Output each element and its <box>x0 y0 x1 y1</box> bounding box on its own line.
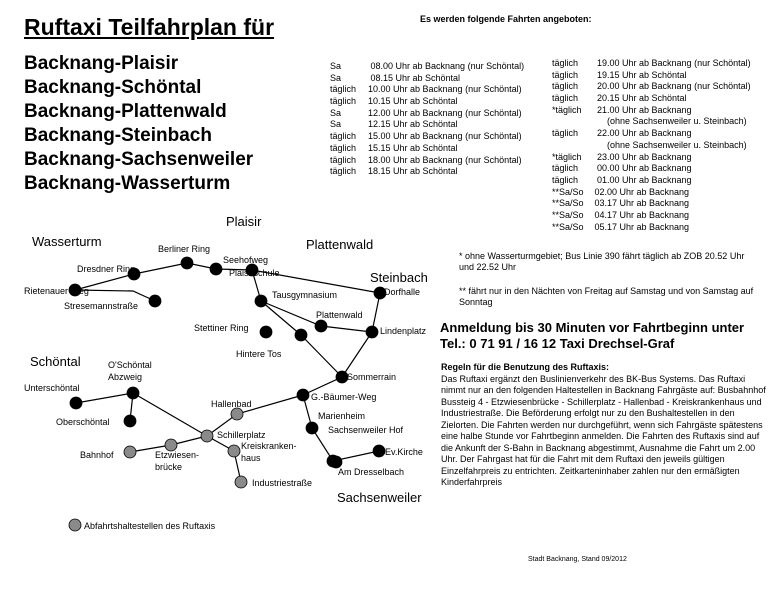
schedule-day: Sa <box>330 107 342 118</box>
region-plattenwald: Plattenwald <box>306 237 374 252</box>
stop-label: Berliner Ring <box>158 244 211 254</box>
schedule-day: täglich <box>552 58 579 68</box>
schedule-day: täglich <box>552 128 579 139</box>
schedule-time: 10.15 Uhr ab Schöntal <box>368 96 458 107</box>
stop-marker <box>228 445 240 457</box>
stop-label: Tausgymnasium <box>272 290 338 300</box>
stop-label: Stresemannstraße <box>64 301 139 311</box>
stop-marker <box>235 476 247 488</box>
stop-label: Industriestraße <box>252 478 313 488</box>
schedule-day: Sa <box>330 72 342 83</box>
stop-marker <box>124 415 136 427</box>
schedule-time: 03.17 Uhr ab Backnang <box>592 198 690 209</box>
schedule-time: 08.15 Uhr ab Schöntal <box>368 72 461 83</box>
schedule-day: täglich <box>330 154 357 165</box>
schedule-day: **Sa/So <box>552 186 584 197</box>
schedule-time: 10.00 Uhr ab Backnang (nur Schöntal) <box>368 84 522 95</box>
stop-label: Unterschöntal <box>24 383 80 393</box>
stop-label: Etzwiesen- <box>155 450 200 460</box>
stop-label: Sommerrain <box>347 372 397 382</box>
offer-heading: Es werden folgende Fahrten angeboten: <box>420 14 592 24</box>
stop-label: Abzweig <box>108 372 143 382</box>
route-item: Backnang-Schöntal <box>24 77 202 98</box>
schedule-day: täglich <box>552 93 579 104</box>
route-item: Backnang-Plaisir <box>24 53 179 74</box>
stop-label: Ev.Kirche <box>385 447 423 457</box>
stop-marker <box>315 320 327 332</box>
region-sachsenweiler: Sachsenweiler <box>337 490 422 505</box>
route-line <box>301 335 342 377</box>
stop-label: Schillerplatz <box>217 430 266 440</box>
schedule-day: täglich <box>552 163 579 174</box>
schedule-day: täglich <box>552 81 579 92</box>
stop-label: Stettiner Ring <box>194 323 249 333</box>
schedule-time: 18.15 Uhr ab Schöntal <box>368 166 458 177</box>
schedule-day: täglich <box>552 69 579 80</box>
schedule-time: 05.17 Uhr ab Backnang <box>592 221 690 232</box>
stop-label: Dorfhalle <box>384 287 421 297</box>
route-line <box>76 393 207 436</box>
schedule-time: 02.00 Uhr ab Backnang <box>592 186 690 197</box>
stop-marker <box>124 446 136 458</box>
stop-marker <box>366 326 378 338</box>
schedule-time: 15.00 Uhr ab Backnang (nur Schöntal) <box>368 131 522 142</box>
schedule-time: 20.15 Uhr ab Schöntal <box>592 93 687 104</box>
schedule-time: 21.00 Uhr ab Backnang <box>592 104 692 115</box>
schedule-day: täglich <box>330 84 357 95</box>
route-item: Backnang-Wasserturm <box>24 173 231 194</box>
stop-marker <box>70 397 82 409</box>
stop-marker <box>127 387 139 399</box>
schedule-time: 08.00 Uhr ab Backnang (nur Schöntal) <box>368 61 525 71</box>
stop-marker <box>297 389 309 401</box>
stop-label: haus <box>241 453 261 463</box>
schedule-day: täglich <box>330 142 357 153</box>
stop-label: Marienheim <box>318 411 366 421</box>
stop-label: Hintere Tos <box>236 349 282 359</box>
stop-label: Dresdner Ring <box>77 264 136 274</box>
stop-marker <box>295 329 307 341</box>
schedule-time: 15.15 Uhr ab Schöntal <box>368 142 458 153</box>
schedule-day: täglich <box>330 131 357 142</box>
phone-line: Tel.: 0 71 91 / 16 12 Taxi Drechsel-Graf <box>440 336 675 351</box>
schedule-time: 19.15 Uhr ab Schöntal <box>592 69 687 80</box>
schedule-day: Sa <box>330 61 342 71</box>
stop-marker <box>260 326 272 338</box>
legend-label: Abfahrtshaltestellen des Ruftaxis <box>84 521 216 531</box>
schedule-day: *täglich <box>552 104 582 115</box>
stop-marker <box>210 263 222 275</box>
footer-note: Stadt Backnang, Stand 09/2012 <box>528 556 627 563</box>
region-schoental: Schöntal <box>30 354 81 369</box>
schedule-time: 23.00 Uhr ab Backnang <box>592 151 692 162</box>
schedule-time: 00.00 Uhr ab Backnang <box>592 163 692 174</box>
schedule-day: täglich <box>552 174 579 185</box>
stop-marker <box>306 422 318 434</box>
region-plaisir: Plaisir <box>226 214 262 229</box>
rules-text: Das Ruftaxi ergänzt den Buslinienverkehr des BK-Bus Systems. Das Ruftaxi nimmt nur an den folgenden Haltestellen in Backnang Fahrgäste auf: Busbahnhof Bussteig 4 - Etzwiesenbrücke - Schillerplatz - Hallenbad - Kreiskrankenhaus und Industriestraße. Die Beförderung erfolgt nur zu den Bushaltestellen in den Zielorten. Die Fahrten werden nur durchgeführt, wenn sich Fahrgäste spätestens eine halbe Stunde vor Fahrtbeginn anmelden. Die Fahrten des Ruftaxis sind auf die Ankunft der S-Bahn in Backnang abgestimmt, Ausnahme die Fahrt um 2.00 Uhr. Der Fahrgast hat für die Fahrt mit dem Ruftaxi den jeweils gültigen Einzelfahrpreis zu entrichten. Zeitkarteninhaber zahlen nur den ermäßigten Kinderfahrpreis <box>441 373 766 487</box>
stop-label: Plattenwald <box>316 310 363 320</box>
route-item: Backnang-Steinbach <box>24 125 212 146</box>
schedule-time: 19.00 Uhr ab Backnang (nur Schöntal) <box>592 58 751 68</box>
stop-label: Sachsenweiler Hof <box>328 425 404 435</box>
stop-label: Am Dresselbach <box>338 467 405 477</box>
schedule-day: *täglich <box>552 151 582 162</box>
stop-marker <box>255 295 267 307</box>
stop-label: Hallenbad <box>211 399 252 409</box>
stop-marker <box>149 295 161 307</box>
stop-label: G.-Bäumer-Weg <box>311 392 377 402</box>
rules-heading: Regeln für die Benutzung des Ruftaxis: <box>441 362 610 372</box>
route-item: Backnang-Sachsenweiler <box>24 149 254 170</box>
stop-marker <box>181 257 193 269</box>
region-wasserturm: Wasserturm <box>32 234 102 249</box>
stop-label: Rietenauer Weg <box>24 286 89 296</box>
stop-marker <box>373 445 385 457</box>
route-item: Backnang-Plattenwald <box>24 101 227 122</box>
stop-label: Plaisirschule <box>229 268 280 278</box>
schedule-time: (ohne Sachsenweiler u. Steinbach) <box>592 116 747 127</box>
legend-marker <box>69 519 81 531</box>
schedule-time: 22.00 Uhr ab Backnang <box>592 128 692 139</box>
schedule-day: **Sa/So <box>552 209 584 220</box>
route-line <box>303 332 372 395</box>
registration-line: Anmeldung bis 30 Minuten vor Fahrtbeginn unter <box>440 320 745 335</box>
stop-label: Lindenplatz <box>380 326 427 336</box>
schedule-day: Sa <box>330 119 342 130</box>
stop-label: brücke <box>155 462 183 472</box>
schedule-time: 18.00 Uhr ab Backnang (nur Schöntal) <box>368 154 522 165</box>
schedule-time: 04.17 Uhr ab Backnang <box>592 209 690 220</box>
stop-label: Kreiskranken- <box>241 441 297 451</box>
schedule-time: 20.00 Uhr ab Backnang (nur Schöntal) <box>592 81 751 92</box>
stop-label: Oberschöntal <box>56 417 110 427</box>
schedule-day: **Sa/So <box>552 198 584 209</box>
schedule-day: täglich <box>330 96 357 107</box>
stop-label: Bahnhof <box>80 450 114 460</box>
schedule-time: 01.00 Uhr ab Backnang <box>592 174 692 185</box>
schedule-day: **Sa/So <box>552 221 584 232</box>
note-single-star: * ohne Wasserturmgebiet; Bus Linie 390 fährt täglich ab ZOB 20.52 Uhr und 22.52 Uhr <box>459 251 745 272</box>
schedule-time: 12.00 Uhr ab Backnang (nur Schöntal) <box>368 107 522 118</box>
route-line <box>207 436 241 482</box>
stop-label: Seehofweg <box>223 255 269 265</box>
schedule-time: 12.15 Uhr ab Schöntal <box>368 119 458 130</box>
region-steinbach: Steinbach <box>370 270 428 285</box>
schedule-time: (ohne Sachsenweiler u. Steinbach) <box>592 139 747 150</box>
note-double-star: ** fährt nur in den Nächten von Freitag auf Samstag und von Samstag auf Sonntag <box>459 286 754 307</box>
schedule-day: täglich <box>330 166 357 177</box>
stop-label: O'Schöntal <box>108 360 152 370</box>
page-title: Ruftaxi Teilfahrplan für <box>24 14 275 40</box>
stop-marker <box>201 430 213 442</box>
stop-marker <box>231 408 243 420</box>
